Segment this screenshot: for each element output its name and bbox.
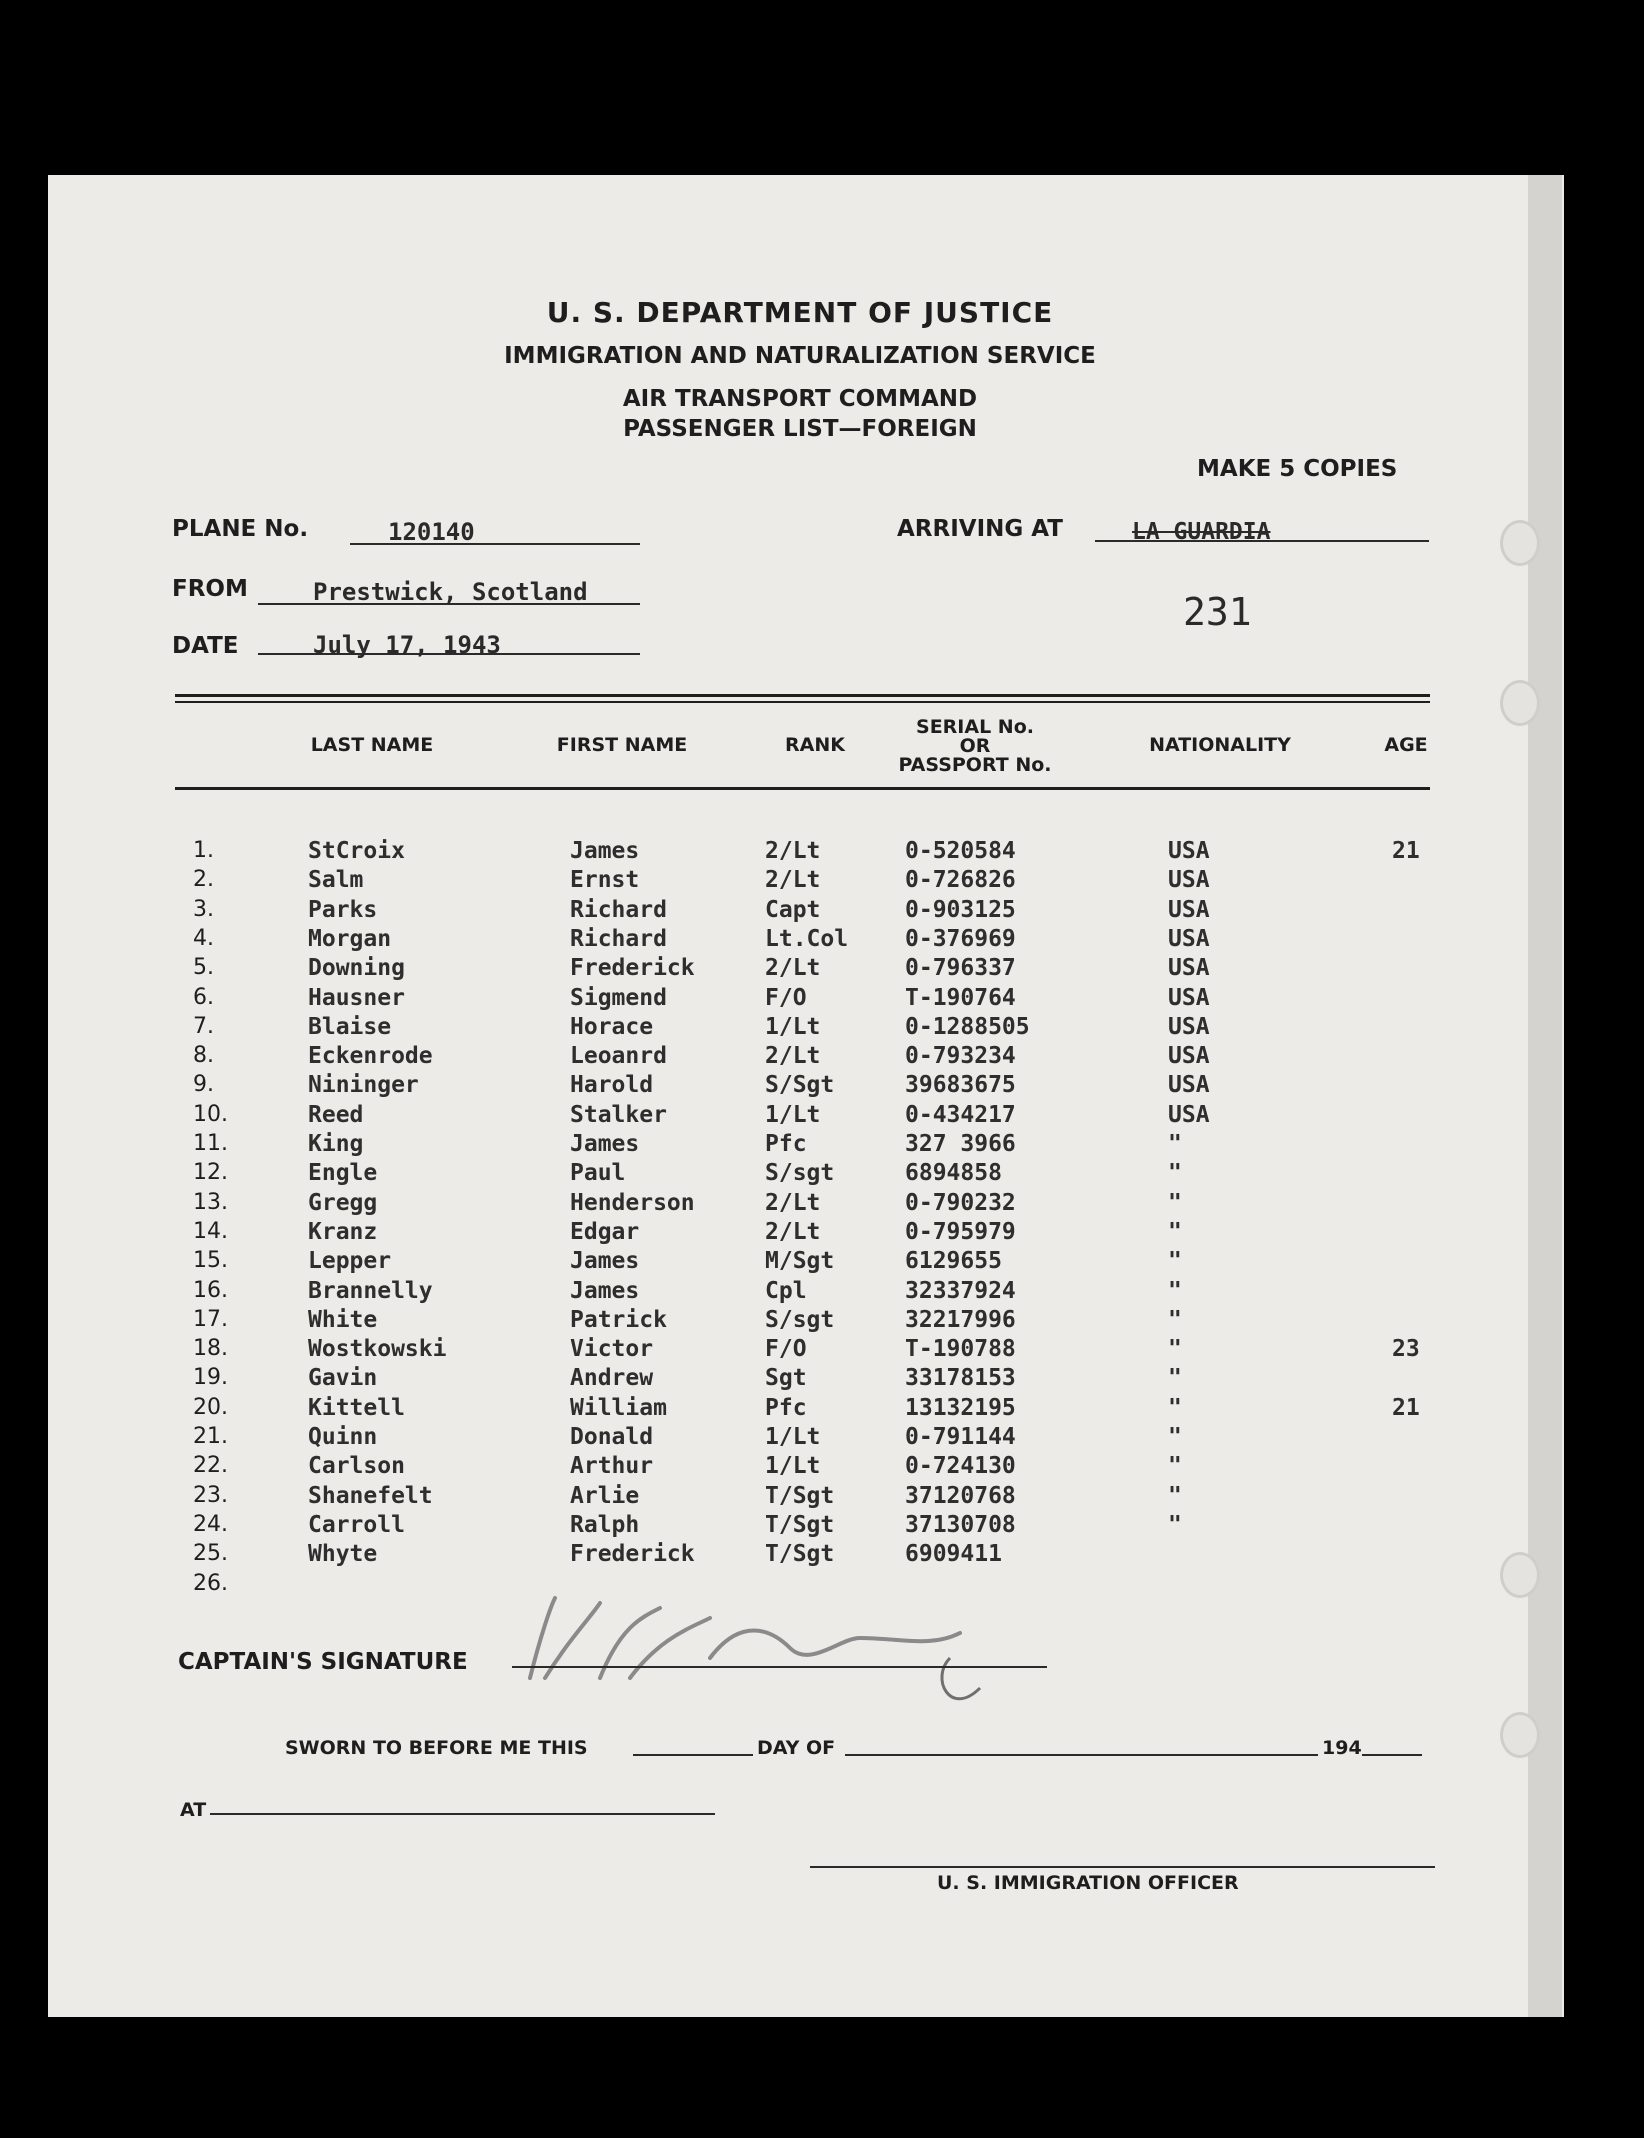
row-number: 13. bbox=[193, 1190, 228, 1215]
row-number: 1. bbox=[193, 838, 214, 863]
first-name-cell: Ernst bbox=[570, 867, 640, 893]
nationality-cell: " bbox=[1168, 1190, 1182, 1216]
last-name-cell: Parks bbox=[308, 897, 378, 923]
table-row bbox=[0, 1483, 1644, 1512]
nationality-cell: USA bbox=[1168, 926, 1210, 952]
sworn-day-line bbox=[633, 1754, 753, 1756]
last-name-cell: Carroll bbox=[308, 1512, 405, 1538]
row-number: 25. bbox=[193, 1541, 228, 1566]
rank-cell: Cpl bbox=[765, 1278, 807, 1304]
row-number: 11. bbox=[193, 1131, 228, 1156]
first-name-cell: Harold bbox=[570, 1072, 654, 1098]
table-row bbox=[0, 1307, 1644, 1336]
last-name-cell: Morgan bbox=[308, 926, 392, 952]
serial-cell: 0-520584 bbox=[905, 838, 1016, 864]
last-name-cell: Salm bbox=[308, 867, 364, 893]
first-name-cell: James bbox=[570, 838, 640, 864]
row-number: 8. bbox=[193, 1043, 214, 1068]
rank-cell: 1/Lt bbox=[765, 1453, 821, 1479]
serial-cell: 13132195 bbox=[905, 1395, 1016, 1421]
nationality-cell: USA bbox=[1168, 1072, 1210, 1098]
table-row bbox=[0, 1365, 1644, 1394]
captain-signature-image bbox=[510, 1578, 1030, 1728]
row-number: 23. bbox=[193, 1483, 228, 1508]
table-row bbox=[0, 1102, 1644, 1131]
table-row bbox=[0, 1453, 1644, 1482]
first-name-cell: Henderson bbox=[570, 1190, 695, 1216]
row-number: 21. bbox=[193, 1424, 228, 1449]
first-name-cell: Leoanrd bbox=[570, 1043, 667, 1069]
rank-cell: 2/Lt bbox=[765, 1190, 821, 1216]
serial-cell: 32217996 bbox=[905, 1307, 1016, 1333]
col-header-rank: RANK bbox=[785, 734, 845, 756]
rank-cell: 2/Lt bbox=[765, 867, 821, 893]
last-name-cell: Quinn bbox=[308, 1424, 378, 1450]
row-number: 17. bbox=[193, 1307, 228, 1332]
row-number: 24. bbox=[193, 1512, 228, 1537]
last-name-cell: Gregg bbox=[308, 1190, 378, 1216]
nationality-cell: " bbox=[1168, 1512, 1182, 1538]
last-name-cell: Nininger bbox=[308, 1072, 419, 1098]
last-name-cell: Brannelly bbox=[308, 1278, 433, 1304]
arriving-label: ARRIVING AT bbox=[897, 516, 1063, 542]
nationality-cell: " bbox=[1168, 1278, 1182, 1304]
first-name-cell: Donald bbox=[570, 1424, 654, 1450]
row-number: 4. bbox=[193, 926, 214, 951]
table-row bbox=[0, 955, 1644, 984]
last-name-cell: Carlson bbox=[308, 1453, 405, 1479]
rank-cell: 1/Lt bbox=[765, 1424, 821, 1450]
first-name-cell: Victor bbox=[570, 1336, 654, 1362]
first-name-cell: Patrick bbox=[570, 1307, 667, 1333]
nationality-cell: USA bbox=[1168, 1102, 1210, 1128]
row-number: 20. bbox=[193, 1395, 228, 1420]
punch-hole bbox=[1500, 1712, 1540, 1758]
arriving-value: LA GUARDIA bbox=[1132, 519, 1271, 545]
table-row bbox=[0, 1160, 1644, 1189]
age-cell: 21 bbox=[1392, 838, 1420, 864]
nationality-cell: USA bbox=[1168, 897, 1210, 923]
table-row bbox=[0, 1219, 1644, 1248]
serial-cell: 0-790232 bbox=[905, 1190, 1016, 1216]
year-prefix: 194 bbox=[1322, 1737, 1362, 1759]
row-number: 2. bbox=[193, 867, 214, 892]
serial-cell: 0-726826 bbox=[905, 867, 1016, 893]
row-number: 12. bbox=[193, 1160, 228, 1185]
first-name-cell: Horace bbox=[570, 1014, 654, 1040]
serial-cell: 0-1288505 bbox=[905, 1014, 1030, 1040]
serial-cell: 37130708 bbox=[905, 1512, 1016, 1538]
nationality-cell: USA bbox=[1168, 1014, 1210, 1040]
serial-cell: 0-376969 bbox=[905, 926, 1016, 952]
last-name-cell: White bbox=[308, 1307, 378, 1333]
last-name-cell: Eckenrode bbox=[308, 1043, 433, 1069]
rank-cell: S/sgt bbox=[765, 1307, 835, 1333]
at-label: AT bbox=[180, 1799, 207, 1821]
col-header-serial-2: OR bbox=[959, 735, 991, 757]
last-name-cell: Downing bbox=[308, 955, 405, 981]
day-of-label: DAY OF bbox=[757, 1737, 836, 1759]
last-name-cell: Blaise bbox=[308, 1014, 392, 1040]
last-name-cell: Whyte bbox=[308, 1541, 378, 1567]
day-of-line bbox=[845, 1754, 1318, 1756]
captain-signature-line bbox=[512, 1666, 1047, 1668]
serial-cell: 0-903125 bbox=[905, 897, 1016, 923]
serial-cell: 0-434217 bbox=[905, 1102, 1016, 1128]
serial-cell: T-190764 bbox=[905, 985, 1016, 1011]
date-label: DATE bbox=[172, 633, 239, 659]
serial-cell: 6909411 bbox=[905, 1541, 1002, 1567]
last-name-cell: StCroix bbox=[308, 838, 405, 864]
year-line bbox=[1362, 1754, 1422, 1756]
table-row bbox=[0, 838, 1644, 867]
at-line bbox=[210, 1813, 715, 1815]
nationality-cell: " bbox=[1168, 1336, 1182, 1362]
first-name-cell: Sigmend bbox=[570, 985, 667, 1011]
nationality-cell: " bbox=[1168, 1307, 1182, 1333]
nationality-cell: USA bbox=[1168, 985, 1210, 1011]
first-name-cell: William bbox=[570, 1395, 667, 1421]
rank-cell: 2/Lt bbox=[765, 1219, 821, 1245]
table-row bbox=[0, 1014, 1644, 1043]
table-top-rule-inner bbox=[175, 701, 1430, 703]
nationality-cell: USA bbox=[1168, 867, 1210, 893]
row-number: 15. bbox=[193, 1248, 228, 1273]
plane-label: PLANE No. bbox=[172, 516, 309, 542]
last-name-cell: Hausner bbox=[308, 985, 405, 1011]
table-row bbox=[0, 926, 1644, 955]
table-row bbox=[0, 1190, 1644, 1219]
serial-cell: 0-793234 bbox=[905, 1043, 1016, 1069]
age-cell: 21 bbox=[1392, 1395, 1420, 1421]
table-row bbox=[0, 985, 1644, 1014]
nationality-cell: " bbox=[1168, 1365, 1182, 1391]
rank-cell: Pfc bbox=[765, 1131, 807, 1157]
list-type-title: PASSENGER LIST—FOREIGN bbox=[623, 416, 977, 442]
row-number: 26. bbox=[193, 1571, 228, 1596]
col-header-serial-3: PASSPORT No. bbox=[898, 754, 1052, 776]
officer-signature-line bbox=[810, 1866, 1435, 1868]
last-name-cell: Wostkowski bbox=[308, 1336, 447, 1362]
service-title: IMMIGRATION AND NATURALIZATION SERVICE bbox=[504, 343, 1096, 369]
rank-cell: Capt bbox=[765, 897, 821, 923]
first-name-cell: James bbox=[570, 1278, 640, 1304]
punch-hole bbox=[1500, 520, 1540, 566]
nationality-cell: " bbox=[1168, 1453, 1182, 1479]
table-row bbox=[0, 1512, 1644, 1541]
copies-note: MAKE 5 COPIES bbox=[1197, 456, 1398, 482]
rank-cell: Lt.Col bbox=[765, 926, 849, 952]
rank-cell: F/O bbox=[765, 1336, 807, 1362]
serial-cell: 6894858 bbox=[905, 1160, 1002, 1186]
rank-cell: Pfc bbox=[765, 1395, 807, 1421]
rank-cell: S/Sgt bbox=[765, 1072, 835, 1098]
first-name-cell: Frederick bbox=[570, 1541, 695, 1567]
serial-cell: 33178153 bbox=[905, 1365, 1016, 1391]
from-label: FROM bbox=[172, 576, 248, 602]
age-cell: 23 bbox=[1392, 1336, 1420, 1362]
nationality-cell: USA bbox=[1168, 955, 1210, 981]
last-name-cell: Kranz bbox=[308, 1219, 378, 1245]
nationality-cell: " bbox=[1168, 1131, 1182, 1157]
table-row bbox=[0, 1131, 1644, 1160]
col-header-age: AGE bbox=[1384, 734, 1428, 756]
row-number: 9. bbox=[193, 1072, 214, 1097]
rank-cell: T/Sgt bbox=[765, 1483, 835, 1509]
rank-cell: T/Sgt bbox=[765, 1512, 835, 1538]
col-header-serial-1: SERIAL No. bbox=[916, 716, 1034, 738]
first-name-cell: Edgar bbox=[570, 1219, 640, 1245]
first-name-cell: Frederick bbox=[570, 955, 695, 981]
last-name-cell: Gavin bbox=[308, 1365, 378, 1391]
row-number: 3. bbox=[193, 897, 214, 922]
table-header-rule bbox=[175, 787, 1430, 790]
table-row bbox=[0, 1072, 1644, 1101]
row-number: 22. bbox=[193, 1453, 228, 1478]
first-name-cell: Ralph bbox=[570, 1512, 640, 1538]
table-row bbox=[0, 897, 1644, 926]
last-name-cell: King bbox=[308, 1131, 364, 1157]
table-row bbox=[0, 1541, 1644, 1570]
first-name-cell: Richard bbox=[570, 897, 667, 923]
row-number: 10. bbox=[193, 1102, 228, 1127]
rank-cell: M/Sgt bbox=[765, 1248, 835, 1274]
table-row bbox=[0, 867, 1644, 896]
serial-cell: 0-791144 bbox=[905, 1424, 1016, 1450]
table-row bbox=[0, 1278, 1644, 1307]
officer-label: U. S. IMMIGRATION OFFICER bbox=[937, 1872, 1239, 1894]
row-number: 19. bbox=[193, 1365, 228, 1390]
serial-cell: 327 3966 bbox=[905, 1131, 1016, 1157]
first-name-cell: Paul bbox=[570, 1160, 626, 1186]
table-row bbox=[0, 1395, 1644, 1424]
first-name-cell: Stalker bbox=[570, 1102, 667, 1128]
serial-cell: 0-795979 bbox=[905, 1219, 1016, 1245]
serial-cell: 32337924 bbox=[905, 1278, 1016, 1304]
first-name-cell: Arlie bbox=[570, 1483, 640, 1509]
captain-signature-label: CAPTAIN'S SIGNATURE bbox=[178, 1649, 468, 1675]
table-row bbox=[0, 1248, 1644, 1277]
rank-cell: F/O bbox=[765, 985, 807, 1011]
table-row bbox=[0, 1043, 1644, 1072]
rank-cell: 1/Lt bbox=[765, 1014, 821, 1040]
nationality-cell: USA bbox=[1168, 1043, 1210, 1069]
rank-cell: S/sgt bbox=[765, 1160, 835, 1186]
serial-cell: 0-796337 bbox=[905, 955, 1016, 981]
nationality-cell: " bbox=[1168, 1483, 1182, 1509]
serial-cell: 39683675 bbox=[905, 1072, 1016, 1098]
serial-cell: 0-724130 bbox=[905, 1453, 1016, 1479]
first-name-cell: James bbox=[570, 1248, 640, 1274]
row-number: 5. bbox=[193, 955, 214, 980]
serial-cell: 6129655 bbox=[905, 1248, 1002, 1274]
sheet-number: 231 bbox=[1183, 590, 1252, 634]
nationality-cell: " bbox=[1168, 1248, 1182, 1274]
last-name-cell: Kittell bbox=[308, 1395, 405, 1421]
last-name-cell: Engle bbox=[308, 1160, 378, 1186]
nationality-cell: " bbox=[1168, 1424, 1182, 1450]
date-value: July 17, 1943 bbox=[313, 631, 501, 659]
nationality-cell: " bbox=[1168, 1160, 1182, 1186]
nationality-cell: USA bbox=[1168, 838, 1210, 864]
row-number: 16. bbox=[193, 1278, 228, 1303]
row-number: 18. bbox=[193, 1336, 228, 1361]
nationality-cell: " bbox=[1168, 1219, 1182, 1245]
command-title: AIR TRANSPORT COMMAND bbox=[622, 386, 978, 412]
serial-cell: T-190788 bbox=[905, 1336, 1016, 1362]
first-name-cell: Andrew bbox=[570, 1365, 654, 1391]
serial-cell: 37120768 bbox=[905, 1483, 1016, 1509]
first-name-cell: James bbox=[570, 1131, 640, 1157]
department-title: U. S. DEPARTMENT OF JUSTICE bbox=[546, 296, 1054, 329]
first-name-cell: Richard bbox=[570, 926, 667, 952]
row-number: 6. bbox=[193, 985, 214, 1010]
last-name-cell: Reed bbox=[308, 1102, 364, 1128]
sworn-label: SWORN TO BEFORE ME THIS bbox=[285, 1737, 588, 1759]
col-header-first-name: FIRST NAME bbox=[556, 734, 688, 756]
table-row bbox=[0, 1424, 1644, 1453]
rank-cell: 1/Lt bbox=[765, 1102, 821, 1128]
last-name-cell: Lepper bbox=[308, 1248, 392, 1274]
rank-cell: Sgt bbox=[765, 1365, 807, 1391]
rank-cell: 2/Lt bbox=[765, 1043, 821, 1069]
rank-cell: 2/Lt bbox=[765, 838, 821, 864]
row-number: 7. bbox=[193, 1014, 214, 1039]
plane-value: 120140 bbox=[388, 518, 475, 546]
row-number: 14. bbox=[193, 1219, 228, 1244]
from-value: Prestwick, Scotland bbox=[313, 578, 588, 606]
last-name-cell: Shanefelt bbox=[308, 1483, 433, 1509]
col-header-last-name: LAST NAME bbox=[310, 734, 434, 756]
table-row bbox=[0, 1336, 1644, 1365]
rank-cell: 2/Lt bbox=[765, 955, 821, 981]
first-name-cell: Arthur bbox=[570, 1453, 654, 1479]
col-header-nationality: NATIONALITY bbox=[1149, 734, 1291, 756]
rank-cell: T/Sgt bbox=[765, 1541, 835, 1567]
nationality-cell: " bbox=[1168, 1395, 1182, 1421]
punch-hole bbox=[1500, 680, 1540, 726]
table-top-rule bbox=[175, 694, 1430, 697]
